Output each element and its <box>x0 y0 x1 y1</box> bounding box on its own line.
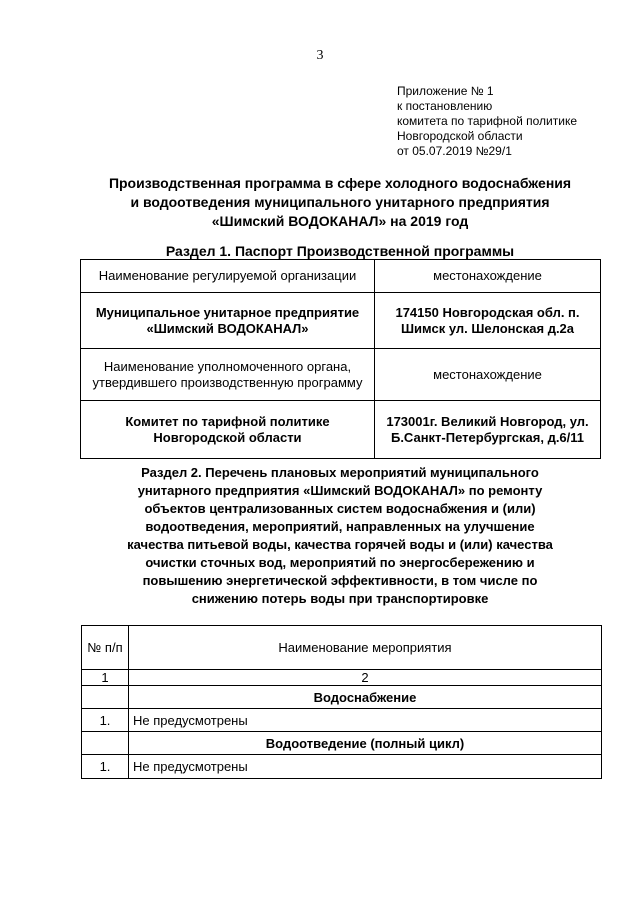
row-text: Не предусмотрены <box>129 709 602 732</box>
appendix-line: комитета по тарифной политике <box>397 114 578 128</box>
table-row <box>81 349 601 401</box>
column-number: 2 <box>129 670 602 686</box>
table-cell: местонахождение <box>375 260 601 293</box>
appendix-line: Приложение № 1 <box>397 84 494 98</box>
table-row <box>81 293 601 349</box>
group-row <box>82 732 602 755</box>
table-row <box>82 755 602 779</box>
section2-title-line: очистки сточных вод, мероприятий по энергосбережению и <box>145 555 535 570</box>
table-cell: Наименование уполномоченного органа, утвердившего производственную программу <box>81 349 375 401</box>
appendix-line: Новгородской области <box>397 129 523 143</box>
section1-title: Раздел 1. Паспорт Производственной программы <box>165 243 515 259</box>
section2-title-line: унитарного предприятия «Шимский ВОДОКАНАЛ» по ремонту <box>137 483 543 498</box>
appendix-line: к постановлению <box>397 99 493 113</box>
section2-title-line: водоотведения, мероприятий, направленных на улучшение <box>145 519 535 534</box>
table-row <box>81 260 601 293</box>
row-text: Не предусмотрены <box>129 755 602 779</box>
group-row <box>82 686 602 709</box>
table-cell: местонахождение <box>375 349 601 401</box>
section2-title-line: качества питьевой воды, качества горячей воды и (или) качества <box>127 537 553 552</box>
section2-title-line: повышению энергетической эффективности, в том числе по <box>142 573 538 588</box>
row-num: 1. <box>82 709 129 732</box>
page-number: 3 <box>316 48 324 63</box>
section2-title-line: снижению потерь воды при транспортировке <box>191 591 489 606</box>
title-line: Производственная программа в сфере холодного водоснабжения <box>108 175 572 191</box>
table-header-row <box>82 626 602 670</box>
events-table <box>81 625 602 779</box>
header-name: Наименование мероприятия <box>129 626 602 670</box>
group-name: Водоотведение (полный цикл) <box>129 732 602 755</box>
section2-title-line: объектов централизованных систем водоснабжения и (или) <box>144 501 536 516</box>
table-cell: Комитет по тарифной политике Новгородской области <box>81 401 375 459</box>
section2-title-line: Раздел 2. Перечень плановых мероприятий муниципального <box>141 465 539 480</box>
column-number: 1 <box>82 670 129 686</box>
title-line: и водоотведения муниципального унитарного предприятия <box>130 194 550 210</box>
table-cell: Наименование регулируемой организации <box>81 260 375 293</box>
appendix-block <box>397 84 577 159</box>
appendix-line: от 05.07.2019 №29/1 <box>397 144 512 158</box>
document-title <box>80 174 600 231</box>
column-number-row <box>82 670 602 686</box>
group-name: Водоснабжение <box>129 686 602 709</box>
table-cell: 174150 Новгородская обл. п. Шимск ул. Шелонская д.2а <box>375 293 601 349</box>
table-row <box>81 401 601 459</box>
table-cell: 173001г. Великий Новгород, ул. Б.Санкт-Петербургская, д.6/11 <box>375 401 601 459</box>
section2-title <box>70 464 610 608</box>
passport-table <box>80 259 601 459</box>
group-spacer <box>82 686 129 709</box>
header-num: № п/п <box>82 626 129 670</box>
table-row <box>82 709 602 732</box>
table-cell: Муниципальное унитарное предприятие «Шимский ВОДОКАНАЛ» <box>81 293 375 349</box>
row-num: 1. <box>82 755 129 779</box>
group-spacer <box>82 732 129 755</box>
title-line: «Шимский ВОДОКАНАЛ» на 2019 год <box>211 213 469 229</box>
